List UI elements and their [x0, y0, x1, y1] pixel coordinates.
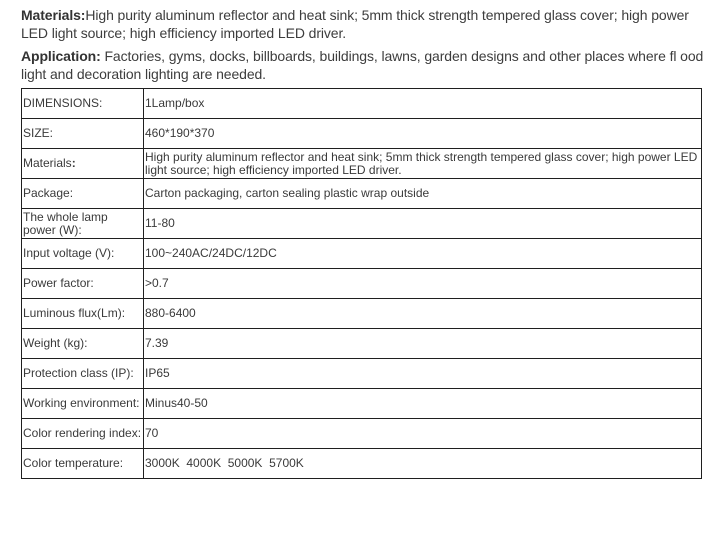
spec-label-color-rendering-index: Color rendering index:	[22, 419, 144, 449]
table-row	[22, 389, 702, 419]
table-row	[22, 269, 702, 299]
spec-label-package: Package:	[22, 179, 144, 209]
spec-value-luminous-flux: 880-6400	[144, 299, 702, 329]
materials-label: Materials:	[21, 7, 86, 23]
spec-label-power-factor: Power factor:	[22, 269, 144, 299]
application-text: Factories, gyms, docks, billboards, buildings, lawns, garden designs and other places where fl ood light and decoration lighting are needed.	[21, 48, 704, 82]
table-row	[22, 209, 702, 239]
table-row	[22, 239, 702, 269]
spec-value-package: Carton packaging, carton sealing plastic wrap outside	[144, 179, 702, 209]
spec-label-size: SIZE:	[22, 119, 144, 149]
table-row	[22, 419, 702, 449]
spec-value-color-temperature: 3000K 4000K 5000K 5700K	[144, 449, 702, 479]
spec-value-working-environment: Minus40-50	[144, 389, 702, 419]
table-row	[22, 89, 702, 119]
spec-label-materials	[22, 149, 144, 179]
spec-value-materials: High purity aluminum reflector and heat sink; 5mm thick strength tempered glass cover; high power LED light source; high efficiency imported LED driver.	[144, 149, 702, 179]
spec-label-lamp-power: The whole lamp power (W):	[22, 209, 144, 239]
table-row	[22, 449, 702, 479]
table-row	[22, 179, 702, 209]
spec-label-weight: Weight (kg):	[22, 329, 144, 359]
spec-label-protection-class: Protection class (IP):	[22, 359, 144, 389]
spec-value-power-factor: >0.7	[144, 269, 702, 299]
spec-label-dimensions: DIMENSIONS:	[22, 89, 144, 119]
table-row	[22, 329, 702, 359]
spec-label-luminous-flux: Luminous flux(Lm):	[22, 299, 144, 329]
spec-value-input-voltage: 100~240AC/24DC/12DC	[144, 239, 702, 269]
spec-value-dimensions: 1Lamp/box	[144, 89, 702, 119]
spec-label-color-temperature: Color temperature:	[22, 449, 144, 479]
application-paragraph	[21, 47, 711, 83]
spec-value-weight: 7.39	[144, 329, 702, 359]
spec-value-size: 460*190*370	[144, 119, 702, 149]
spec-label-materials-colon: :	[71, 156, 76, 170]
materials-text: High purity aluminum reflector and heat sink; 5mm thick strength tempered glass cover; high power LED light source; high efficiency imported LED driver.	[21, 7, 689, 41]
spec-value-lamp-power: 11-80	[144, 209, 702, 239]
spec-value-color-rendering-index: 70	[144, 419, 702, 449]
spec-value-protection-class: IP65	[144, 359, 702, 389]
specifications-table	[21, 88, 702, 479]
application-label: Application:	[21, 48, 101, 64]
spec-label-input-voltage: Input voltage (V):	[22, 239, 144, 269]
spec-label-materials-text: Materials	[23, 156, 72, 170]
spec-label-working-environment: Working environment:	[22, 389, 144, 419]
table-row	[22, 299, 702, 329]
materials-paragraph	[21, 6, 711, 42]
table-row	[22, 119, 702, 149]
table-row	[22, 359, 702, 389]
table-row	[22, 149, 702, 179]
